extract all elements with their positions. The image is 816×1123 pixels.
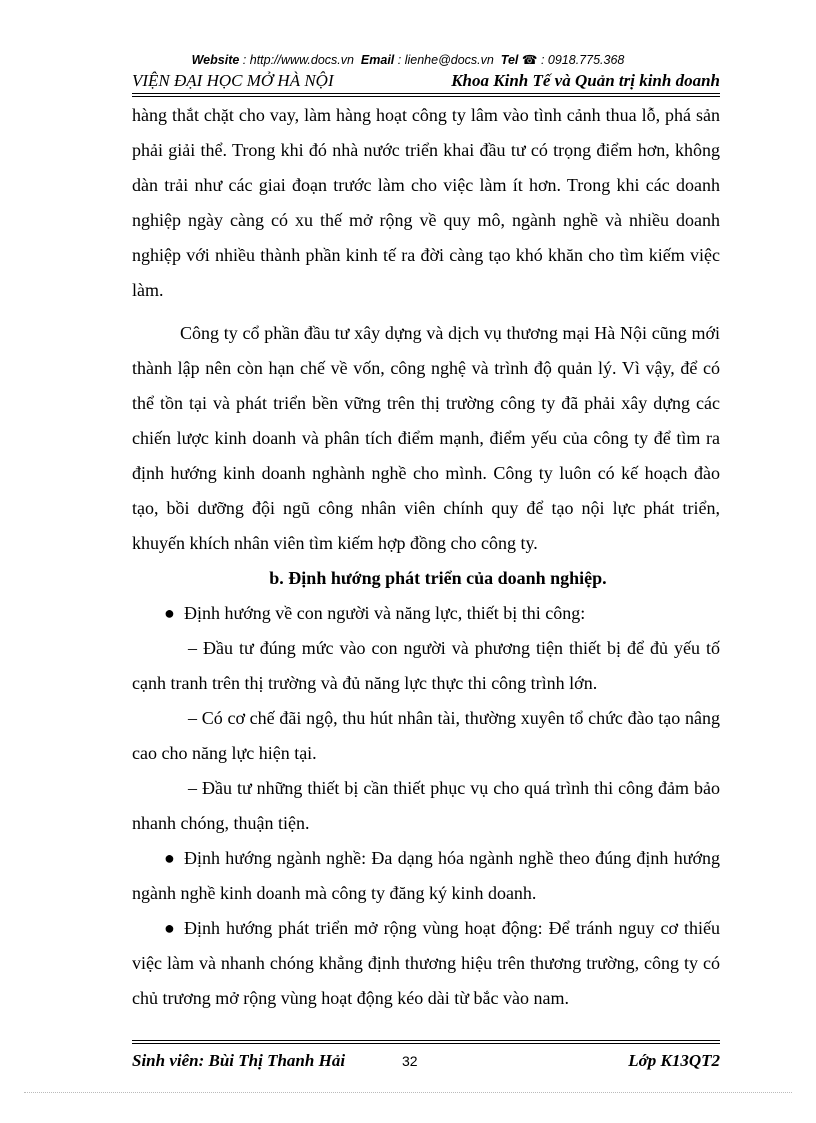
tel-label: Tel [500,53,519,67]
bullet-dot-icon: ● [164,848,175,868]
document-body [132,98,720,1016]
tel-value: : 0918.775.368 [540,53,625,67]
footer-rule-bottom [132,1043,720,1044]
section-heading: b. Định hướng phát triển của doanh nghiệp. [269,568,607,588]
faculty-name: Khoa Kinh Tế và Quản trị kinh doanh [451,71,720,90]
website-value: : http://www.docs.vn [242,53,354,67]
paragraph-2: Công ty cổ phần đầu tư xây dựng và dịch vụ thương mại Hà Nội cũng mới thành lập nên còn hạn chế về vốn, công nghệ và trình độ quản lý. Vì vậy, để có thể tồn tại và phát triển bền vững trên thị trường công ty đã phải xây dựng các chiến lược kinh doanh và phân tích điểm mạnh, điểm yếu của công ty để tìm ra định hướng kinh doanh nghành nghề cho mình. Công ty luôn có kế hoạch đào tạo, bồi dưỡng đội ngũ công nhân viên chính quy để tạo nội lực phát triển, khuyến khích nhân viên tìm kiếm hợp đồng cho công ty. [132,323,720,553]
bullet-text-3: Định hướng phát triển mở rộng vùng hoạt động: Để tránh nguy cơ thiếu việc làm và nhanh chóng khẳng định thương hiệu trên thương trường, công ty có chủ trương mở rộng vùng hoạt động kéo dài từ bắc vào nam. [132,918,720,1008]
footer-rule-top [132,1040,720,1041]
page-footer [132,1048,720,1074]
website-contact-bar [0,52,816,68]
header-rule-bottom [132,96,720,97]
email-label: Email [360,53,395,67]
bullet-dot-icon: ● [164,603,175,623]
header-rule-top [132,93,720,94]
phone-icon: ☎ [521,53,538,67]
paragraph-1: hàng thắt chặt cho vay, làm hàng hoạt công ty lâm vào tình cảnh thua lỗ, phá sản phải giải thể. Trong khi đó nhà nước triển khai đầu tư có trọng điểm hơn, không dàn trải như các giai đoạn trước làm cho việc làm ít hơn. Trong khi các doanh nghiệp ngày càng có xu thế mở rộng về quy mô, ngành nghề và nhiều doanh nghiệp với nhiều thành phần kinh tế ra đời càng tạo khó khăn cho tìm kiếm việc làm. [132,105,720,300]
dash-item-3: – Đầu tư những thiết bị cần thiết phục vụ cho quá trình thi công đảm bảo nhanh chóng, thuận tiện. [132,778,720,833]
dash-item-2: – Có cơ chế đãi ngộ, thu hút nhân tài, thường xuyên tổ chức đào tạo nâng cao cho năng lực hiện tại. [132,708,720,763]
student-name: Sinh viên: Bùi Thị Thanh Hải [132,1051,346,1070]
dash-item-1: – Đầu tư đúng mức vào con người và phương tiện thiết bị để đủ yếu tố cạnh tranh trên thị trường và đủ năng lực thực thi công trình lớn. [132,638,720,693]
page-edge-divider [24,1092,792,1093]
bullet-item-3 [132,911,720,1016]
website-label: Website [191,53,240,67]
email-value: : lienhe@docs.vn [397,53,494,67]
bullet-text-2: Định hướng ngành nghề: Đa dạng hóa ngành nghề theo đúng định hướng ngành nghề kinh doanh mà công ty đăng ký kinh doanh. [132,848,720,903]
bullet-item-1 [132,596,720,631]
bullet-dot-icon: ● [164,918,175,938]
institute-name: VIỆN ĐẠI HỌC MỞ HÀ NỘI [132,71,334,90]
bullet-text-1: Định hướng về con người và năng lực, thiết bị thi công: [184,603,586,623]
page-number: 32 [402,1053,418,1069]
bullet-item-2 [132,841,720,911]
class-label: Lớp K13QT2 [628,1051,720,1070]
page-header [132,70,720,92]
